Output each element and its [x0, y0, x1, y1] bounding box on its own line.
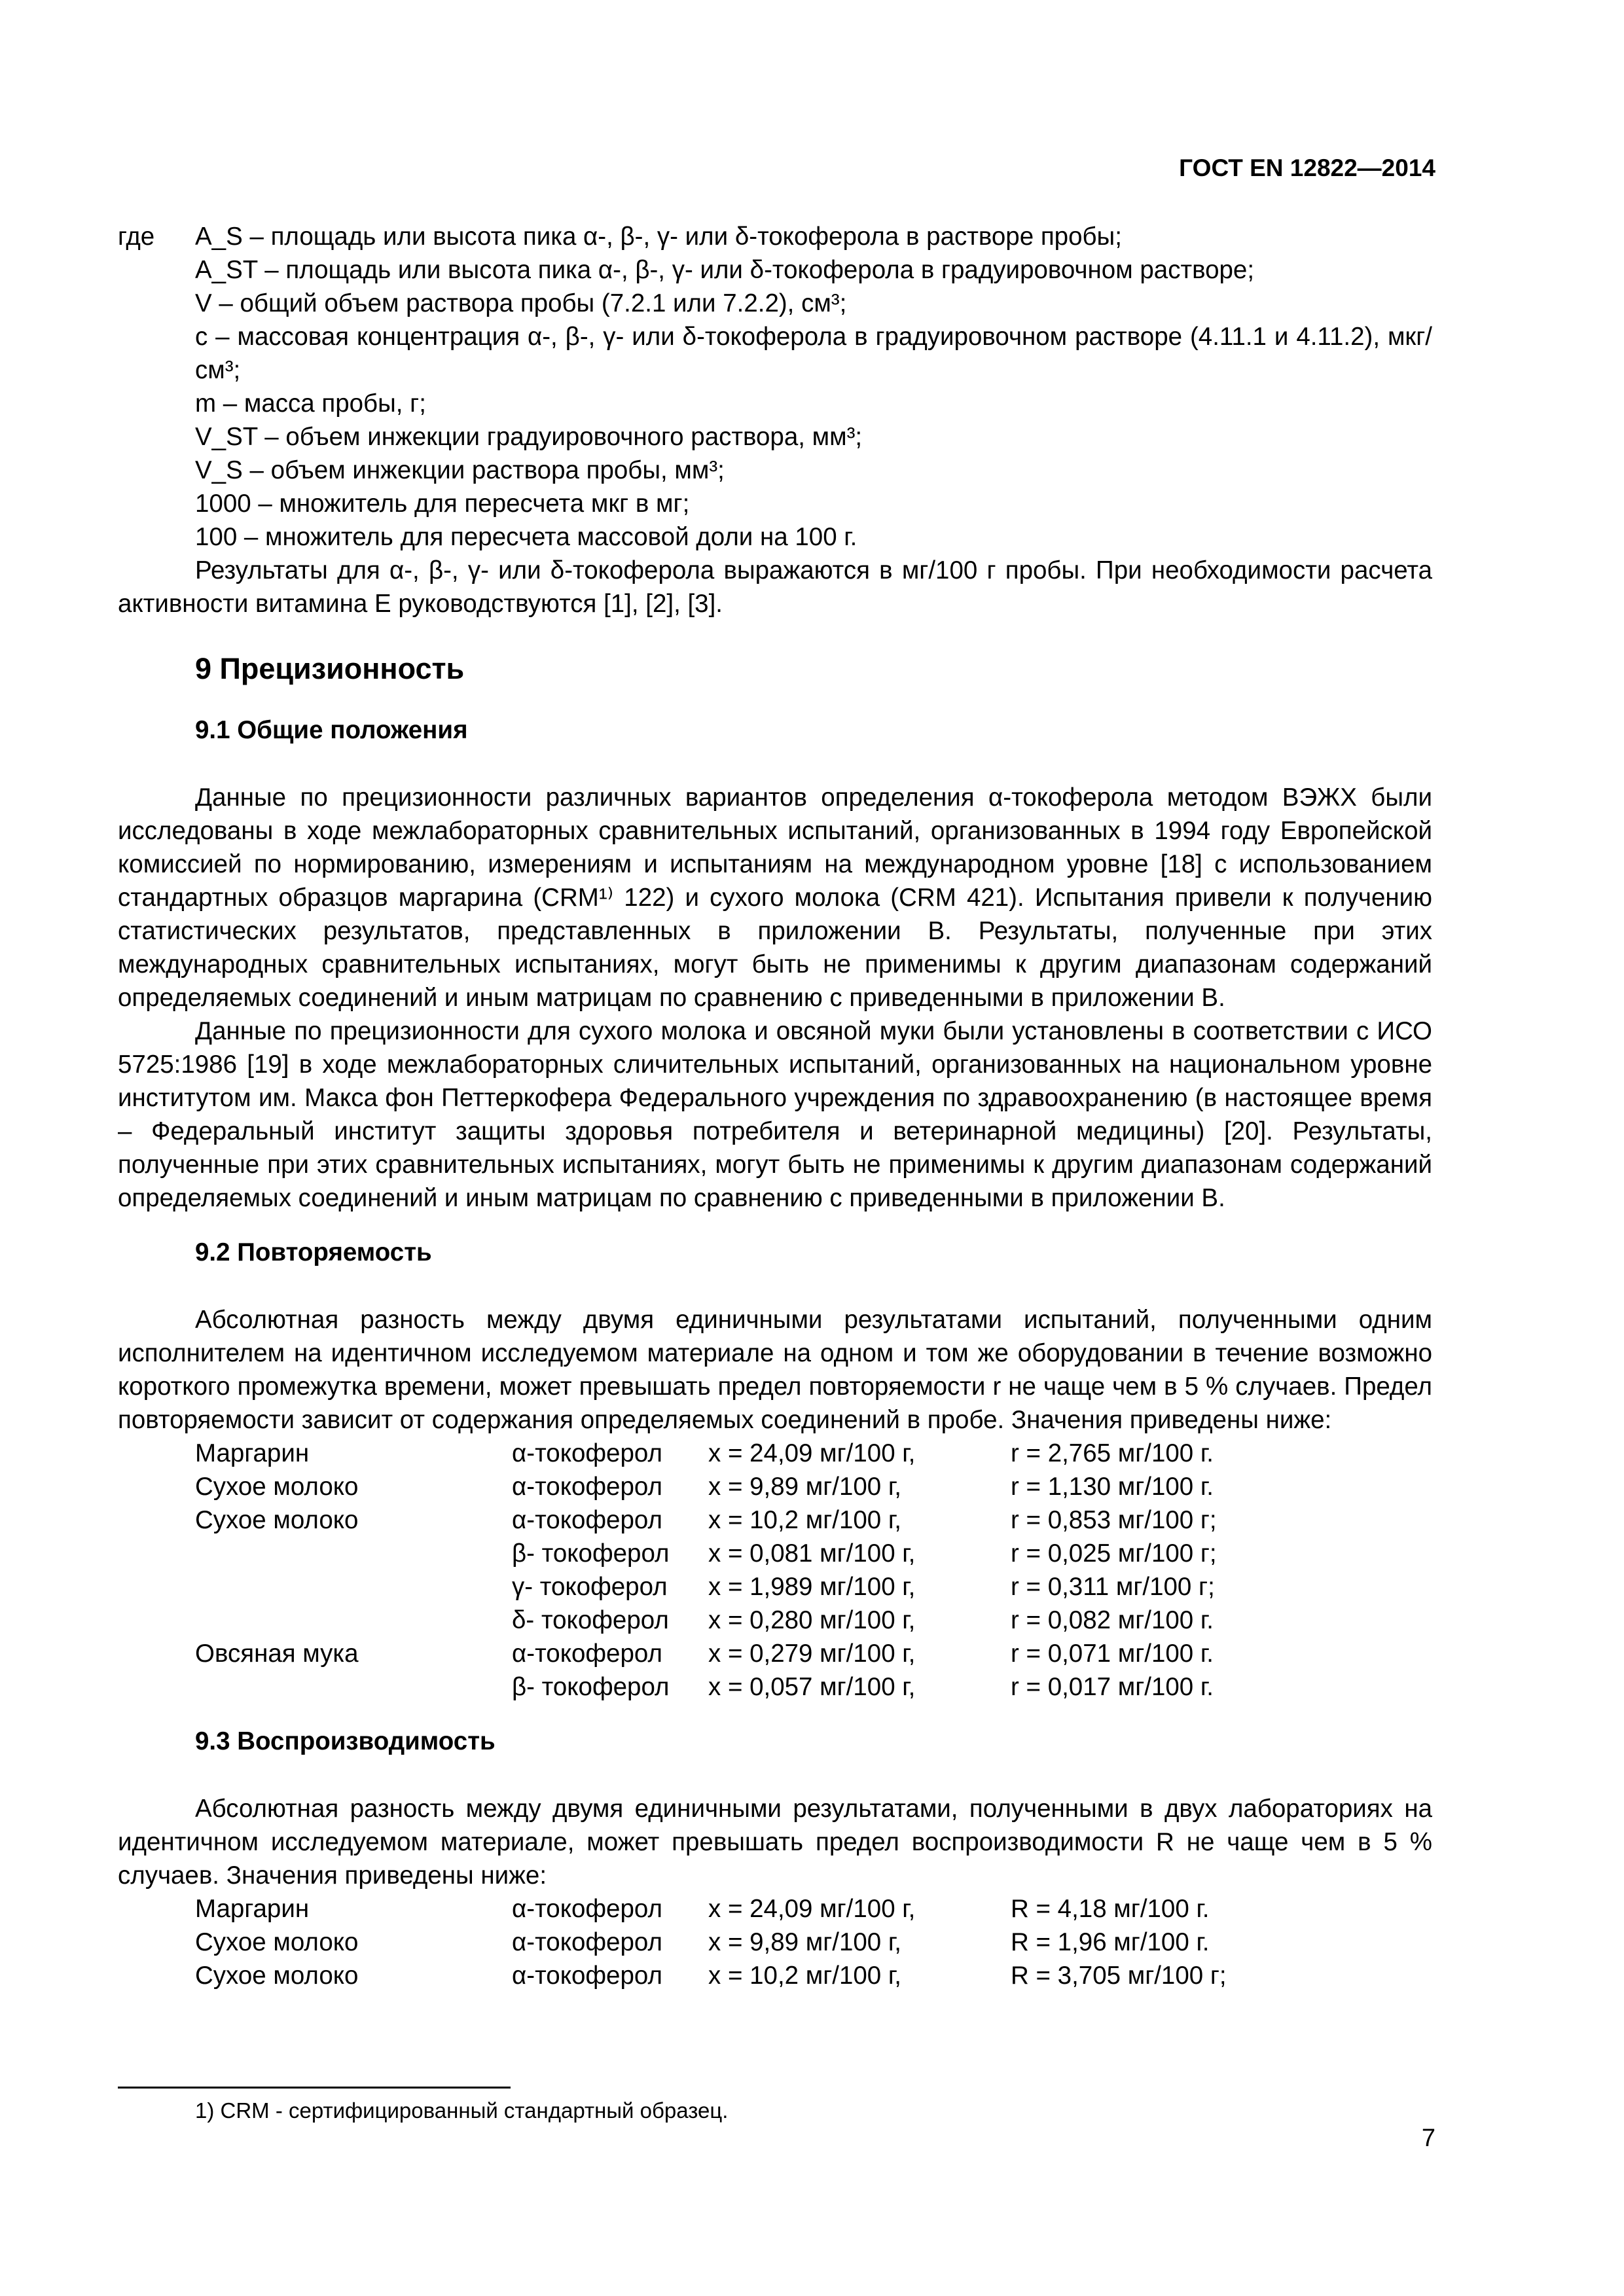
compound-cell: δ- токоферол: [512, 1606, 669, 1634]
mean-cell: x = 24,09 мг/100 г,: [708, 1439, 916, 1467]
footnote: 1) CRM - сертифицированный стандартный образец.: [195, 2098, 729, 2123]
mean-cell: x = 10,2 мг/100 г,: [708, 1506, 901, 1534]
mean-cell: x = 9,89 мг/100 г,: [708, 1928, 901, 1956]
limit-cell: r = 0,071 мг/100 г.: [1011, 1640, 1214, 1668]
mean-cell: x = 1,989 мг/100 г,: [708, 1573, 916, 1601]
mean-cell: x = 9,89 мг/100 г,: [708, 1473, 901, 1501]
footnote-separator: [118, 2087, 511, 2089]
table-row: [195, 1437, 1217, 1470]
mean-cell: x = 10,2 мг/100 г,: [708, 1962, 901, 1990]
table-row: [195, 1537, 1217, 1570]
reproducibility-table: [195, 1892, 1227, 1992]
definition-item: 1000 – множитель для пересчета мкг в мг;: [195, 490, 690, 518]
definition-item: A_ST – площадь или высота пика α-, β-, γ- или δ-токоферола в градуировочном растворе;: [195, 256, 1255, 284]
table-row: [195, 1670, 1217, 1704]
table-row: [195, 1959, 1227, 1992]
results-paragraph: Результаты для α-, β-, γ- или δ-токоферола выражаются в мг/100 г пробы. При необходимости расчета активности витамина E руководствуются [1], [2], [3].: [118, 556, 1432, 618]
matrix-cell: [195, 1604, 512, 1637]
compound-cell: α-токоферол: [512, 1506, 662, 1534]
matrix-cell: Сухое молоко: [195, 1928, 359, 1956]
symbol-definitions: [118, 220, 1432, 554]
mean-cell: x = 0,280 мг/100 г,: [708, 1606, 916, 1634]
paragraph-9-1-b: Данные по прецизионности для сухого молока и овсяной муки были установлены в соответствии с ИСО 5725:1986 [19] в ходе межлабораторных сличительных испытаний, организованных на национальном уровне институтом им. Макса фон Петтеркофера Федерального учреждения по здравоохранению (в настоящее время – Федеральный институт защиты здоровья потребителя и ветеринарной медицины) [20]. Результаты, полученные при этих сравнительных испытаниях, могут быть не применимы к другим диапазонам содержаний определяемых соединений и иным матрицам по сравнению с приведенными в приложении В.: [118, 1017, 1432, 1212]
matrix-cell: Сухое молоко: [195, 1506, 359, 1534]
mean-cell: x = 0,279 мг/100 г,: [708, 1640, 916, 1668]
definition-item: 100 – множитель для пересчета массовой доли на 100 г.: [195, 523, 857, 551]
compound-cell: α-токоферол: [512, 1640, 662, 1668]
paragraph-9-3: Абсолютная разность между двумя единичными результатами, полученными в двух лабораториях на идентичном исследуемом материале, может превышать предел воспроизводимости R не чаще чем в 5 % случаев. Значения приведены ниже:: [118, 1795, 1432, 1890]
definition-item: V – общий объем раствора пробы (7.2.1 или 7.2.2), см³;: [195, 289, 847, 317]
compound-cell: β- токоферол: [512, 1673, 670, 1701]
matrix-cell: [195, 1537, 512, 1570]
limit-cell: r = 0,082 мг/100 г.: [1011, 1606, 1214, 1634]
table-row: [195, 1604, 1217, 1637]
limit-cell: R = 1,96 мг/100 г.: [1011, 1928, 1210, 1956]
repeatability-table: [195, 1437, 1217, 1704]
matrix-cell: Маргарин: [195, 1439, 310, 1467]
limit-cell: R = 3,705 мг/100 г;: [1011, 1962, 1227, 1990]
table-row: [195, 1892, 1227, 1926]
limit-cell: r = 0,311 мг/100 г;: [1011, 1573, 1215, 1601]
section-title: 9 Прецизионность: [195, 652, 465, 685]
page-content: [118, 220, 1432, 1992]
compound-cell: γ- токоферол: [512, 1573, 668, 1601]
table-row: [195, 1637, 1217, 1670]
table-row: [195, 1470, 1217, 1503]
limit-cell: r = 0,017 мг/100 г.: [1011, 1673, 1214, 1701]
subsection-title-9-2: 9.2 Повторяемость: [195, 1238, 432, 1266]
compound-cell: α-токоферол: [512, 1962, 662, 1990]
definition-item: m – масса пробы, г;: [195, 389, 426, 418]
paragraph-9-1-a: Данные по прецизионности различных вариантов определения α-токоферола методом ВЭЖХ были исследованы в ходе межлабораторных сравнительных испытаний, организованных в 1994 году Европейской комиссией по нормированию, измерениям и испытаниям на международном уровне [18] с использованием стандартных образцов маргарина (CRM¹⁾ 122) и сухого молока (CRM 421). Испытания привели к получению статистических результатов, представленных в приложении В. Результаты, полученные при этих международных сравнительных испытаниях, могут быть не применимы к другим диапазонам содержаний определяемых соединений и иным матрицам по сравнению с приведенными в приложении В.: [118, 783, 1432, 1012]
subsection-title-9-3: 9.3 Воспроизводимость: [195, 1727, 496, 1755]
limit-cell: r = 2,765 мг/100 г.: [1011, 1439, 1214, 1467]
mean-cell: x = 0,057 мг/100 г,: [708, 1673, 916, 1701]
mean-cell: x = 24,09 мг/100 г,: [708, 1895, 916, 1923]
limit-cell: r = 1,130 мг/100 г.: [1011, 1473, 1214, 1501]
compound-cell: β- токоферол: [512, 1539, 670, 1568]
paragraph-9-2: Абсолютная разность между двумя единичными результатами испытаний, полученными одним исполнителем на идентичном исследуемом материале на одном и том же оборудовании в течение возможно короткого промежутка времени, может превышать предел повторяемости r не чаще чем в 5 % случаев. Предел повторяемости зависит от содержания определяемых соединений в пробе. Значения приведены ниже:: [118, 1306, 1432, 1434]
matrix-cell: Сухое молоко: [195, 1962, 359, 1990]
matrix-cell: Овсяная мука: [195, 1640, 359, 1668]
compound-cell: α-токоферол: [512, 1928, 662, 1956]
subsection-title-9-1: 9.1 Общие положения: [195, 716, 468, 744]
limit-cell: r = 0,025 мг/100 г;: [1011, 1539, 1217, 1568]
table-row: [195, 1570, 1217, 1604]
matrix-cell: Маргарин: [195, 1895, 310, 1923]
definition-item: c – массовая концентрация α-, β-, γ- или δ-токоферола в градуировочном растворе (4.11.1 и 4.11.2), мкг/см³;: [195, 323, 1432, 384]
matrix-cell: Сухое молоко: [195, 1473, 359, 1501]
limit-cell: R = 4,18 мг/100 г.: [1011, 1895, 1210, 1923]
page-number: 7: [1421, 2125, 1435, 2152]
matrix-cell: [195, 1570, 512, 1604]
matrix-cell: [195, 1670, 512, 1704]
table-row: [195, 1503, 1217, 1537]
limit-cell: r = 0,853 мг/100 г;: [1011, 1506, 1217, 1534]
compound-cell: α-токоферол: [512, 1895, 662, 1923]
where-label: где: [118, 223, 155, 251]
mean-cell: x = 0,081 мг/100 г,: [708, 1539, 916, 1568]
definition-item: V_S – объем инжекции раствора пробы, мм³;: [195, 456, 725, 484]
definition-item: A_S – площадь или высота пика α-, β-, γ- или δ-токоферола в растворе пробы;: [195, 223, 1122, 251]
compound-cell: α-токоферол: [512, 1473, 662, 1501]
compound-cell: α-токоферол: [512, 1439, 662, 1467]
definition-list: [195, 220, 1432, 554]
definition-item: V_ST – объем инжекции градуировочного раствора, мм³;: [195, 423, 863, 451]
table-row: [195, 1926, 1227, 1959]
document-header: ГОСТ EN 12822—2014: [1179, 154, 1435, 181]
